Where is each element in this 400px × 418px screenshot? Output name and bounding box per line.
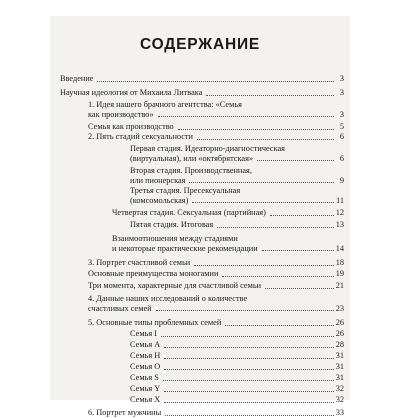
dot-leader — [192, 202, 334, 203]
page-number: 3 — [339, 109, 344, 119]
toc-entry-title: Семья I — [130, 329, 158, 338]
dot-leader — [164, 402, 334, 403]
page-number: 26 — [335, 329, 344, 338]
page-number: 31 — [335, 362, 344, 371]
dot-leader — [270, 215, 334, 216]
book-page — [50, 16, 350, 417]
toc-entry-title: Взаимоотношения между стадиями — [112, 234, 238, 243]
toc-entry-title: Введение — [60, 74, 94, 83]
page-number: 13 — [335, 220, 344, 229]
toc-entry[interactable] — [88, 258, 344, 268]
page-number: 3 — [339, 74, 344, 83]
toc-entry[interactable] — [130, 362, 344, 372]
dot-leader — [206, 95, 334, 96]
page-number: 14 — [335, 243, 344, 253]
dot-leader — [262, 250, 334, 251]
toc-entry[interactable] — [130, 384, 344, 394]
toc-entry[interactable] — [60, 74, 344, 84]
dot-leader — [225, 325, 334, 326]
dot-leader — [156, 310, 334, 311]
toc-entry[interactable] — [130, 395, 344, 405]
dot-leader — [161, 336, 334, 337]
toc-entry[interactable] — [88, 408, 344, 418]
page-number: 32 — [335, 395, 344, 404]
toc-entry-title: Основные преимущества моногамии — [88, 269, 219, 278]
toc-entry-title: Семья O — [130, 362, 161, 371]
page-number: 12 — [335, 208, 344, 217]
toc-entry-title: Вторая стадия. Производственная, — [130, 166, 252, 175]
toc-entry-title: Семья X — [130, 395, 161, 404]
dot-leader — [164, 347, 334, 348]
dot-leader — [164, 391, 334, 392]
toc-entry[interactable] — [130, 220, 344, 230]
dot-leader — [164, 358, 334, 359]
toc-entry-title: Семья как производство — [88, 122, 174, 131]
toc-entry[interactable] — [88, 318, 344, 328]
toc-entry-title: Первая стадия. Идеаторно-диагностическая — [130, 144, 285, 153]
page-number: 5 — [339, 122, 344, 131]
page-number: 11 — [336, 195, 344, 205]
page-number: 21 — [335, 281, 344, 290]
page-number: 32 — [335, 384, 344, 393]
toc-entry-title: Четвертая стадия. Сексуальная (партийная) — [112, 208, 266, 217]
dot-leader — [222, 276, 334, 277]
page-number: 18 — [335, 258, 344, 267]
toc-entry-title-continued: как производство» — [88, 109, 154, 119]
dot-leader — [217, 227, 334, 228]
toc-entry-title: Третья стадия. Пресексуальная — [130, 186, 241, 195]
page-title: СОДЕРЖАНИЕ — [139, 36, 261, 53]
page-number: 6 — [339, 132, 344, 141]
toc-entry[interactable] — [130, 373, 344, 383]
toc-entry-title-continued: или пионерская — [130, 175, 186, 185]
dot-leader — [194, 265, 334, 266]
toc-entry[interactable] — [130, 186, 344, 205]
toc-entry-title: Семья S — [130, 373, 159, 382]
toc-entry-title: Семья Y — [130, 384, 161, 393]
page-number: 28 — [335, 340, 344, 349]
toc-entry-title: 6. Портрет мужчины — [88, 408, 162, 417]
toc-entry-title-continued: (комсомольская) — [130, 195, 189, 205]
toc-entry-title: Пятая стадия. Итоговая — [130, 220, 214, 229]
dot-leader — [265, 288, 334, 289]
dot-leader — [164, 369, 334, 370]
toc-entry-title: 2. Пять стадий сексуальности — [88, 132, 193, 141]
toc-entry[interactable] — [88, 294, 344, 313]
toc-entry-title: 4. Данные наших исследований о количестве — [88, 294, 248, 303]
dot-leader — [197, 139, 334, 140]
page-number: 31 — [335, 373, 344, 382]
page-number: 31 — [335, 351, 344, 360]
toc-entry-title-continued: счастливых семей — [88, 303, 152, 313]
toc-entry-title: 1. Идея нашего брачного агентства: «Семья — [88, 100, 242, 109]
page-number: 6 — [339, 153, 344, 163]
dot-leader — [257, 160, 334, 161]
dot-leader — [165, 415, 334, 416]
toc-entry[interactable] — [130, 144, 344, 163]
dot-leader — [189, 182, 334, 183]
toc-entry-title: Семья H — [130, 351, 161, 360]
toc-entry[interactable] — [130, 351, 344, 361]
toc-entry[interactable] — [88, 122, 344, 132]
toc-entry[interactable] — [112, 208, 344, 218]
toc-entry[interactable] — [112, 234, 344, 253]
page-number: 9 — [339, 175, 344, 185]
dot-leader — [158, 116, 334, 117]
page-number: 23 — [335, 303, 344, 313]
toc-entry-title: 5. Основные типы проблемных семей — [88, 318, 222, 327]
toc-entry[interactable] — [88, 100, 344, 119]
toc-entry[interactable] — [130, 329, 344, 339]
dot-leader — [97, 81, 334, 82]
toc-entry-title-continued: и некоторые практические рекомендации — [112, 243, 258, 253]
toc-entry-title: Семья A — [130, 340, 161, 349]
toc-entry-title-continued: (виртуальная), или «октябрятская» — [130, 153, 254, 163]
toc-entry[interactable] — [60, 88, 344, 98]
page-number: 19 — [335, 269, 344, 278]
toc-entry[interactable] — [88, 132, 344, 142]
toc-entry[interactable] — [88, 269, 344, 279]
toc-entry[interactable] — [130, 166, 344, 185]
page-number: 3 — [339, 88, 344, 97]
toc-entry[interactable] — [88, 281, 344, 291]
dot-leader — [163, 380, 334, 381]
dot-leader — [178, 129, 334, 130]
page-number: 26 — [335, 318, 344, 327]
toc-entry-title: 3. Портрет счастливой семьи — [88, 258, 191, 267]
toc-entry-title: Три момента, характерные для счастливой семьи — [88, 281, 262, 290]
toc-entry[interactable] — [130, 340, 344, 350]
toc-entry-title: Научная идеология от Михаила Литвака — [60, 88, 203, 97]
page-number: 33 — [335, 408, 344, 417]
